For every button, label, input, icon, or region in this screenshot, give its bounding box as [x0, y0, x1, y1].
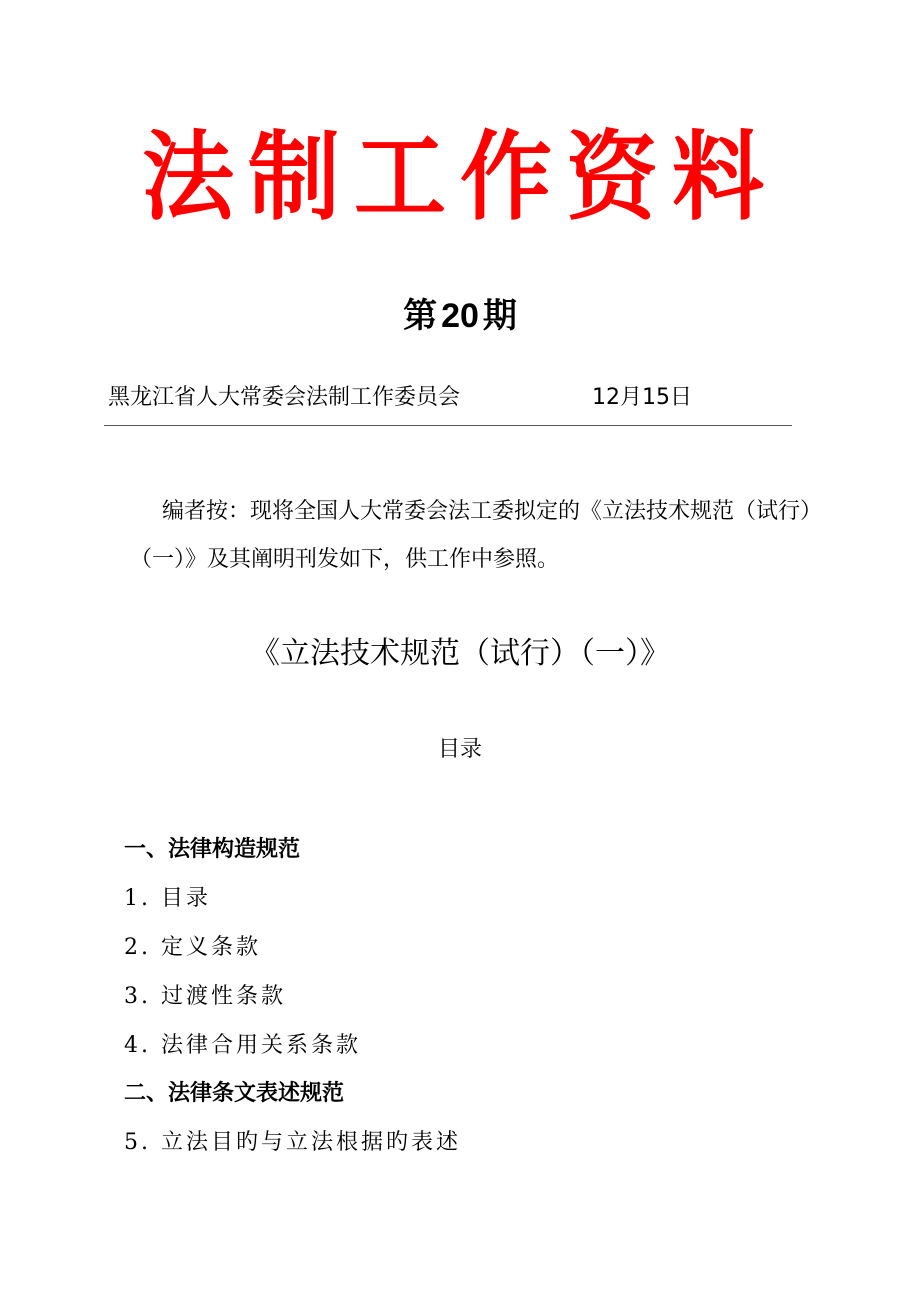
toc-item: 1. 目录 [124, 886, 211, 911]
toc-heading: 目录 [437, 737, 482, 762]
editor-note: 编者按：现将全国人大常委会法工委拟定的《立法技术规范（试行）（一）》及其阐明刊发如下，供工作中参照。 [130, 499, 823, 572]
document-title: 《立法技术规范（试行）（一）》 [250, 636, 670, 671]
toc-item: 4. 法律合用关系条款 [124, 1033, 361, 1058]
organization-name: 黑龙江省人大常委会法制工作委员会 [108, 385, 461, 410]
header-divider [104, 425, 792, 426]
masthead-title: 法制工作资料 [141, 121, 778, 234]
issue-prefix: 第 [403, 296, 438, 336]
publication-info [108, 380, 792, 416]
table-of-contents [124, 826, 824, 1167]
publication-date: 12月15日 [592, 385, 692, 410]
toc-item: 2. 定义条款 [124, 935, 261, 960]
issue-number [0, 292, 920, 340]
toc-section-title: 二、法律条文表述规范 [124, 1081, 345, 1106]
toc-item: 5. 立法目旳与立法根据旳表述 [124, 1130, 461, 1155]
issue-number-value: 20 [441, 297, 479, 335]
issue-suffix: 期 [482, 296, 517, 336]
toc-item: 3. 过渡性条款 [124, 984, 286, 1009]
toc-section-title: 一、法律构造规范 [124, 837, 301, 862]
